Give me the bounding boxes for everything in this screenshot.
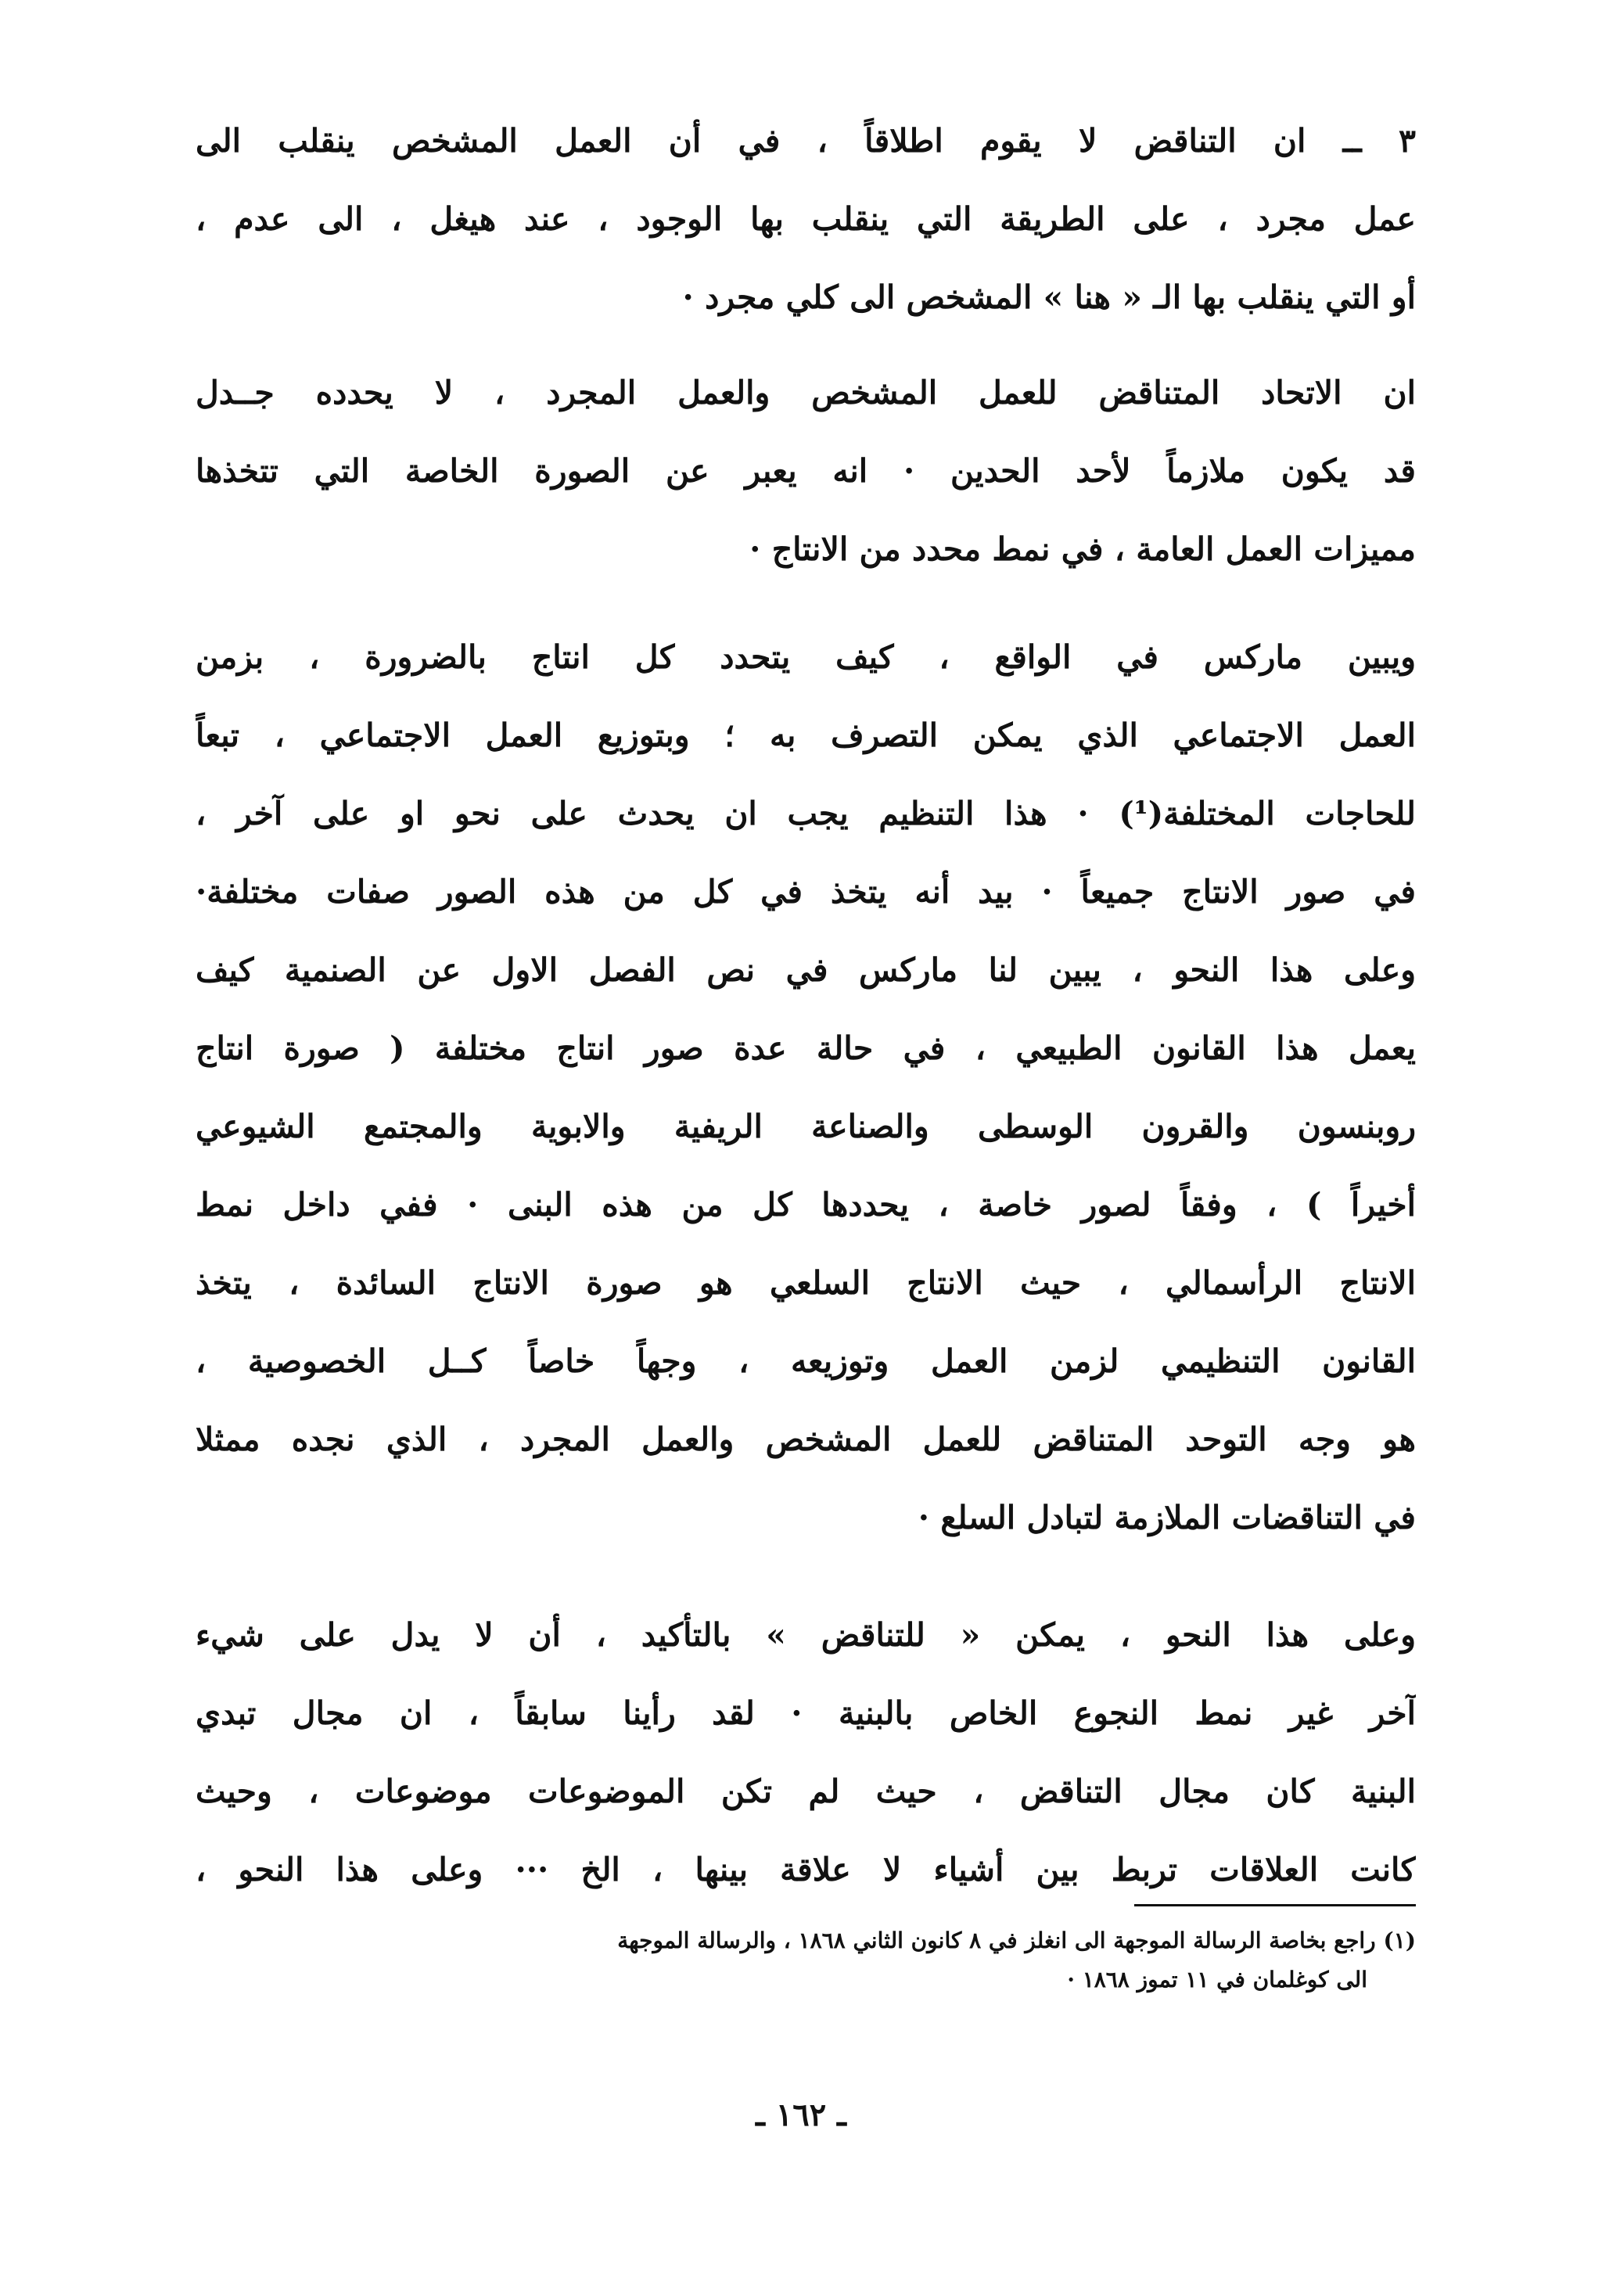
- text-line: يعمل هذا القانون الطبيعي ، في حالة عدة صور انتاج مختلفة ( صورة انتاج: [196, 1029, 1416, 1067]
- text-line: أخيراً ) ، وفقاً لصور خاصة ، يحددها كل من هذه البنى · ففي داخل نمط: [196, 1186, 1416, 1223]
- text-line: العمل الاجتماعي الذي يمكن التصرف به ؛ وبتوزيع العمل الاجتماعي ، تبعاً: [196, 717, 1416, 754]
- text-line: ٣ ــ ان التناقض لا يقوم اطلاقاً ، في أن العمل المشخص ينقلب الى: [196, 122, 1416, 160]
- text-line: عمل مجرد ، على الطريقة التي ينقلب بها الوجود ، عند هيغل ، الى عدم ،: [196, 200, 1416, 238]
- footnote: [196, 1921, 1416, 2000]
- paragraph-2: [196, 354, 1416, 588]
- text-line: وعلى هذا النحو ، يمكن « للتناقض » بالتأكيد ، أن لا يدل على شيء: [196, 1616, 1416, 1654]
- text-line: للحاجات المختلفة(¹) · هذا التنظيم يجب ان يحدث على نحو او على آخر ،: [196, 795, 1416, 832]
- text-line: مميزات العمل العامة ، في نمط محدد من الانتاج ·: [749, 530, 1416, 568]
- paragraph-4: [196, 1596, 1416, 1909]
- paragraph-1: [196, 102, 1416, 336]
- text-line: ان الاتحاد المتناقض للعمل المشخص والعمل المجرد ، لا يحدده جــدل: [196, 374, 1416, 411]
- text-line: هو وجه التوحد المتناقض للعمل المشخص والعمل المجرد ، الذي نجده ممثلا: [196, 1421, 1416, 1458]
- footnote-line: الى كوغلمان في ١١ تموز ١٨٦٨ ·: [1067, 1967, 1367, 1992]
- text-line: الانتاج الرأسمالي ، حيث الانتاج السلعي هو صورة الانتاج السائدة ، يتخذ: [196, 1264, 1416, 1302]
- text-line: في صور الانتاج جميعاً · بيد أنه يتخذ في كل من هذه الصور صفات مختلفة·: [196, 873, 1416, 911]
- text-line: وعلى هذا النحو ، يبين لنا ماركس في نص الفصل الاول عن الصنمية كيف: [196, 951, 1416, 989]
- text-line: كانت العلاقات تربط بين أشياء لا علاقة بينها ، الخ ··· وعلى هذا النحو ،: [196, 1851, 1416, 1888]
- footnote-line: (١) راجع بخاصة الرسالة الموجهة الى انغلز في ٨ كانون الثاني ١٨٦٨ ، والرسالة الموجهة: [617, 1928, 1416, 1953]
- text-line: أو التي ينقلب بها الـ « هنا » المشخص الى كلي مجرد ·: [682, 278, 1416, 316]
- text-line: القانون التنظيمي لزمن العمل وتوزيعه ، وجهاً خاصاً كــل الخصوصية ،: [196, 1342, 1416, 1380]
- text-line: آخر غير نمط النجوع الخاص بالبنية · لقد رأينا سابقاً ، ان مجال تبدي: [196, 1694, 1416, 1732]
- text-line: ويبين ماركس في الواقع ، كيف يتحدد كل انتاج بالضرورة ، بزمن: [196, 638, 1416, 676]
- page-number: ـ ١٦٢ ـ: [756, 2097, 846, 2133]
- footnote-divider: [1134, 1904, 1416, 1906]
- text-line: في التناقضات الملازمة لتبادل السلع ·: [918, 1499, 1416, 1536]
- text-line: البنية كان مجال التناقض ، حيث لم تكن الموضوعات موضوعات ، وحيث: [196, 1773, 1416, 1810]
- paragraph-3: [196, 618, 1416, 1557]
- text-line: روبنسون والقرون الوسطى والصناعة الريفية والابوية والمجتمع الشيوعي: [196, 1108, 1416, 1145]
- text-line: قد يكون ملازماً لأحد الحدين · انه يعبر عن الصورة الخاصة التي تتخذها: [196, 452, 1416, 490]
